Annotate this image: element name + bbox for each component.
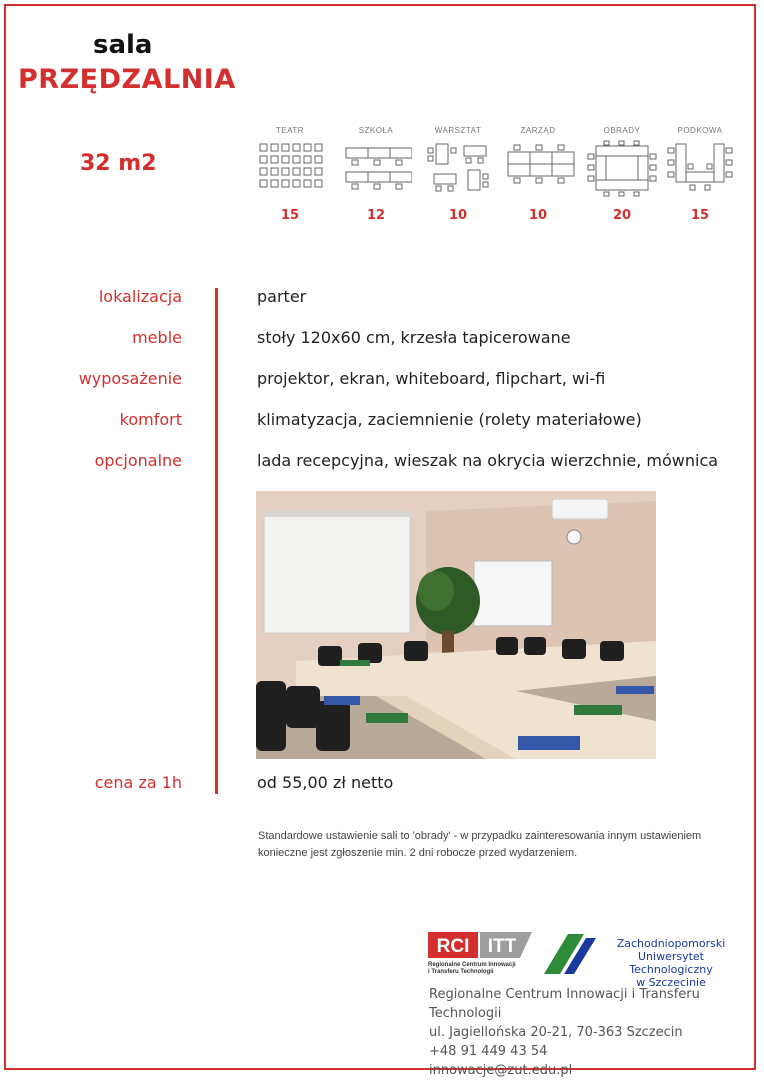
horseshoe-layout-icon bbox=[662, 140, 738, 198]
price-value: od 55,00 zł netto bbox=[257, 773, 394, 792]
theater-layout-icon bbox=[254, 140, 326, 198]
layout-capacity: 15 bbox=[280, 208, 300, 223]
rci-sub-line1: Regionalne Centrum Innowacji bbox=[428, 962, 516, 968]
detail-value-furniture: stoły 120x60 cm, krzesła tapicerowane bbox=[257, 328, 571, 347]
meeting-layout-icon bbox=[584, 140, 660, 198]
contact-email[interactable]: innowacje@zut.edu.pl bbox=[429, 1063, 573, 1078]
layout-capacity: 10 bbox=[448, 208, 468, 223]
detail-label-comfort: komfort bbox=[119, 410, 182, 429]
layout-options bbox=[250, 126, 740, 226]
zut-logo bbox=[538, 930, 598, 983]
layout-horseshoe bbox=[660, 126, 740, 226]
layout-board bbox=[498, 126, 578, 226]
contact-phone: +48 91 449 43 54 bbox=[429, 1044, 548, 1059]
rci-sub-line2: i Transferu Technologii bbox=[428, 969, 494, 975]
zut-line1: Zachodniopomorski bbox=[616, 937, 726, 950]
detail-label-furniture: meble bbox=[132, 328, 182, 347]
separator-line bbox=[215, 288, 218, 794]
itt-logo-text: ITT bbox=[487, 936, 517, 957]
detail-label-optional: opcjonalne bbox=[94, 451, 182, 470]
standard-setup-note: Standardowe ustawienie sali to 'obrady' - w przypadku zainteresowania innym ustawieniem konieczne jest zgłoszenie min. 2 dni robocze przed wydarzeniem. bbox=[258, 830, 702, 859]
layout-workshop bbox=[418, 126, 498, 226]
layout-label: TEATR bbox=[275, 126, 305, 135]
room-prefix: sala bbox=[93, 30, 153, 60]
rci-logo-subtitle bbox=[428, 962, 538, 976]
board-layout-icon bbox=[500, 140, 576, 198]
price-label: cena za 1h bbox=[94, 773, 182, 792]
room-photo bbox=[256, 491, 656, 759]
detail-value-equipment: projektor, ekran, whiteboard, flipchart, wi-fi bbox=[257, 369, 606, 388]
layout-meeting bbox=[582, 126, 662, 226]
school-layout-icon bbox=[340, 140, 412, 198]
layout-label: WARSZTAT bbox=[434, 126, 482, 135]
layout-school bbox=[336, 126, 416, 226]
contact-address: ul. Jagiellońska 20-21, 70-363 Szczecin bbox=[429, 1025, 683, 1040]
detail-value-optional: lada recepcyjna, wieszak na okrycia wierzchnie, mównica bbox=[257, 451, 719, 470]
layout-capacity: 15 bbox=[690, 208, 710, 223]
contact-org: Regionalne Centrum Innowacji i Transferu Technologii bbox=[429, 987, 700, 1021]
zut-logo-text bbox=[596, 937, 746, 989]
layout-label: PODKOWA bbox=[677, 126, 723, 135]
layout-label: SZKOŁA bbox=[358, 126, 394, 135]
layout-capacity: 10 bbox=[528, 208, 548, 223]
rci-logo bbox=[428, 932, 532, 965]
layout-capacity: 12 bbox=[366, 208, 386, 223]
layout-label: OBRADY bbox=[603, 126, 641, 135]
zut-line2: Uniwersytet Technologiczny bbox=[629, 950, 713, 976]
layout-theater bbox=[250, 126, 330, 226]
layout-capacity: 20 bbox=[612, 208, 632, 223]
rci-logo-text: RCI bbox=[436, 936, 470, 957]
detail-label-equipment: wyposażenie bbox=[78, 369, 182, 388]
room-name: PRZĘDZALNIA bbox=[18, 64, 236, 95]
room-area: 32 m2 bbox=[80, 151, 157, 176]
contact-block bbox=[429, 985, 764, 1080]
detail-value-comfort: klimatyzacja, zaciemnienie (rolety materiałowe) bbox=[257, 410, 642, 429]
zut-line3: w Szczecinie bbox=[636, 976, 706, 989]
workshop-layout-icon bbox=[422, 140, 494, 198]
detail-label-location: lokalizacja bbox=[98, 287, 182, 306]
detail-value-location: parter bbox=[257, 287, 307, 306]
layout-label: ZARZĄD bbox=[520, 126, 556, 135]
